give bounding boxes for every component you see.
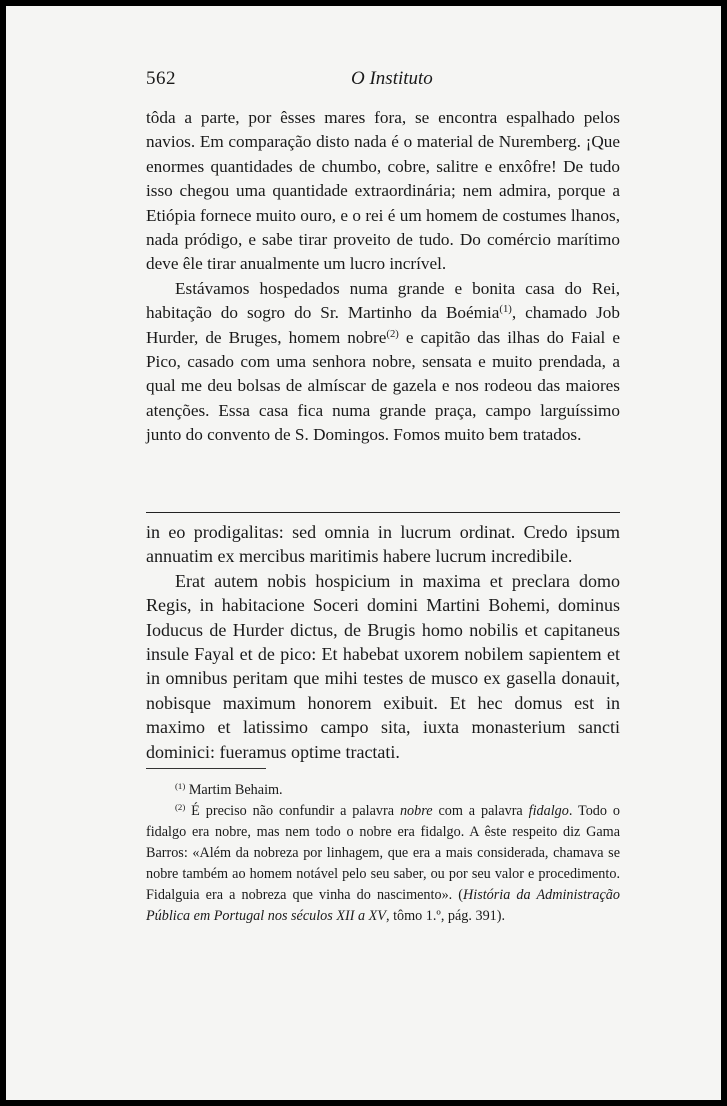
latin-paragraph-2: Erat autem nobis hospicium in maxima et preclara domo Regis, in habitacione Soceri domini Martini Bohemi, dominus Ioducus de Hurder dictus, de Brugis homo nobilis et capitaneus insule Fayal et de pico: Et habebat uxorem nobilem sapientem et in omnibus peritam que mihi testes de musco ex gasella donauit, nobisque maximum honorem exibuit. Et hec domus est in maximo et latissimo campo sita, iuxta monasterium sancti dominici: fueramus optime tractati.	[146, 570, 620, 762]
footnote-2	[146, 801, 620, 927]
portuguese-p2-text-3: e capitão das ilhas do Faial e Pico, casado com uma senhora nobre, sensata e muito prendada, a qual me deu bolsas de almíscar de gazela e nos rodeou das maiores atenções. Essa casa fica numa grande praça, campo larguíssimo junto do convento de S. Domingos. Fomos muito bem tratados.	[146, 327, 620, 445]
footnote-1-mark: (1)	[175, 781, 186, 792]
footnote-divider	[146, 768, 266, 769]
latin-paragraph-1: in eo prodigalitas: sed omnia in lucrum ordinat. Credo ipsum annuatim ex mercibus maritimis habere lucrum incredibile.	[146, 522, 620, 567]
footnote-2-word-fidalgo: fidalgo	[528, 803, 569, 819]
section-divider	[146, 512, 620, 513]
footnote-2-book-title: História da Administração Pública em Portugal nos séculos XII a XV	[146, 887, 620, 924]
portuguese-translation	[146, 106, 620, 448]
footnotes	[146, 780, 620, 927]
page-header	[6, 68, 721, 98]
footnote-2-word-nobre: nobre	[399, 803, 433, 819]
page-number: 562	[146, 68, 176, 89]
footnote-ref-1: (1)	[499, 304, 512, 316]
footnote-1	[146, 780, 620, 801]
portuguese-paragraph-2	[146, 277, 620, 448]
latin-original	[146, 520, 620, 764]
footnote-2-text-c: . Todo o fidalgo era nobre, mas nem todo o nobre era fidalgo. A êste respeito diz Gama Barros: «Além da nobreza por linhagem, que era a mais considerada, chamava se nobre também ao homem notável pelo seu saber, ou por seu valor e procedimento. Fidalguia era a nobreza que vinha do nascimento». (	[146, 803, 621, 903]
portuguese-paragraph-1: tôda a parte, por êsses mares fora, se encontra espalhado pelos navios. Em comparação disto nada é o material de Nuremberg. ¡Que enormes quantidades de chumbo, cobre, salitre e enxôfre! De tudo isso chegou uma quantidade extraordinária; nem admira, porque a Etiópia fornece muito ouro, e o rei é um homem de costumes lhanos, nada pródigo, e sabe tirar proveito de tudo. Do comércio marítimo deve êle tirar anualmente um lucro incrível.	[146, 108, 620, 274]
portuguese-p2-text-1: Estávamos hospedados numa grande e bonita casa do Rei, habitação do sogro do Sr. Martinho da Boémia	[146, 278, 620, 323]
portuguese-p2-text-2: , chamado Job Hurder, de Bruges, homem nobre	[146, 303, 620, 347]
footnote-2-text-b: com a palavra	[432, 803, 529, 819]
footnote-2-text-d: , tômo 1.º, pág. 391).	[385, 908, 506, 924]
footnote-ref-2: (2)	[386, 328, 399, 340]
footnote-1-text: Martim Behaim.	[185, 782, 283, 798]
book-page	[6, 6, 721, 1100]
footnote-2-text-a: É preciso não confundir a palavra	[185, 803, 400, 819]
footnote-2-mark: (2)	[175, 802, 186, 813]
running-title: O Instituto	[351, 68, 433, 89]
